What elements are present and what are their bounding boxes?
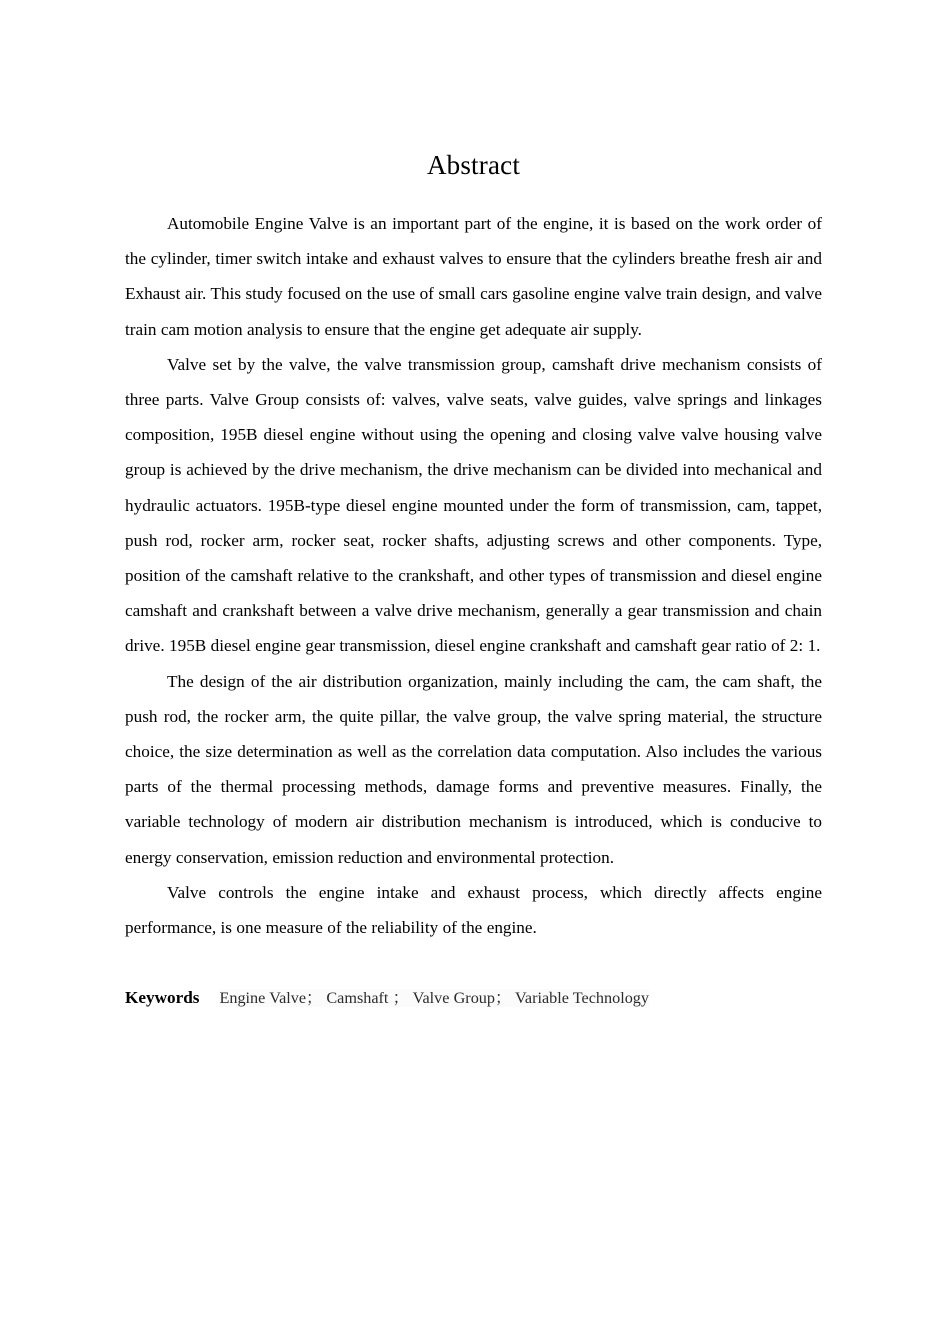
abstract-paragraph-1: Automobile Engine Valve is an important part of the engine, it is based on the work order of the cylinder, timer switch intake and exhaust valves to ensure that the cylinders breathe fresh air and Exhaust air. This study focused on the use of small cars gasoline engine valve train design, and valve train cam motion analysis to ensure that the engine get adequate air supply. [125, 214, 822, 339]
document-content [125, 148, 822, 1016]
keywords-values: Engine Valve； Camshaft ； Valve Group； Variable Technology [219, 989, 649, 1008]
keywords-label: Keywords [125, 988, 200, 1008]
keywords-line [125, 980, 822, 1016]
page-title: Abstract [426, 150, 521, 180]
abstract-paragraph-4: Valve controls the engine intake and exhaust process, which directly affects engine performance, is one measure of the reliability of the engine. [125, 882, 822, 938]
abstract-paragraph-3: The design of the air distribution organization, mainly including the cam, the cam shaft, the push rod, the rocker arm, the quite pillar, the valve group, the valve spring material, the structure choice, the size determination as well as the correlation data computation. Also includes the various parts of the thermal processing methods, damage forms and preventive measures. Finally, the variable technology of modern air distribution mechanism is introduced, which is conducive to energy conservation, emission reduction and environmental protection. [125, 671, 822, 867]
abstract-paragraph-2: Valve set by the valve, the valve transmission group, camshaft drive mechanism consists of three parts. Valve Group consists of: valves, valve seats, valve guides, valve springs and linkages composition, 195B diesel engine without using the opening and closing valve valve housing valve group is achieved by the drive mechanism, the drive mechanism can be divided into mechanical and hydraulic actuators. 195B-type diesel engine mounted under the form of transmission, cam, tappet, push rod, rocker arm, rocker seat, rocker shafts, adjusting screws and other components. Type, position of the camshaft relative to the crankshaft, and other types of transmission and diesel engine camshaft and crankshaft between a valve drive mechanism, generally a gear transmission and chain drive. 195B diesel engine gear transmission, diesel engine crankshaft and camshaft gear ratio of 2: 1. [125, 354, 822, 656]
